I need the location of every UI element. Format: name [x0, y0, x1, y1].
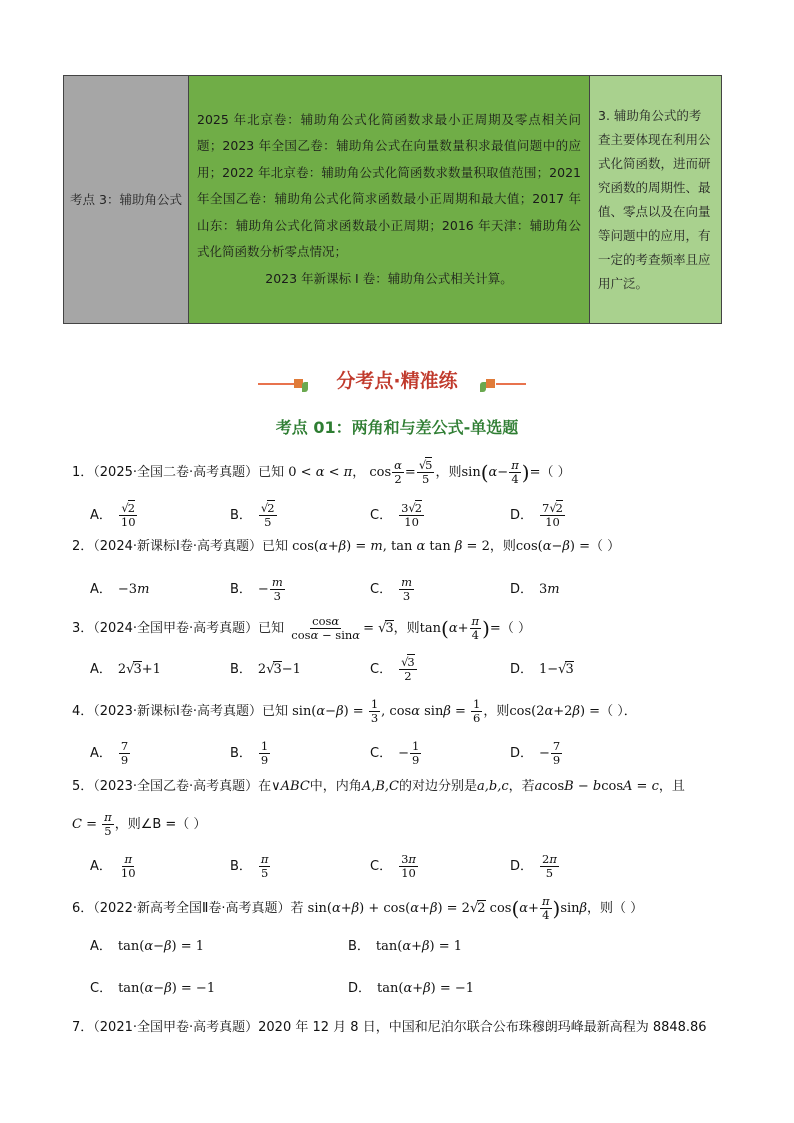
- question-7: 7．（2021·全国甲卷·高考真题）2020 年 12 月 8 日，中国和尼泊尔联合公布珠穆朗玛峰最新高程为 8848.86: [72, 1020, 707, 1035]
- option-b[interactable]: B． $\frac{1}{9}$: [230, 739, 269, 767]
- question-1-options: [90, 502, 650, 529]
- question-5-line2: C = $\frac{\pi}{5}$ ，则∠B =（ ）: [72, 810, 207, 838]
- question-6: 6．（2022·新高考全国Ⅱ卷·高考真题）若 sin(α+β) + cos(α+β) = 2√2 cos(α+ $\frac{\pi}{4}$ )sinβ，则（ ）: [72, 894, 644, 922]
- option-a[interactable]: A． $\frac{\pi}{10}$: [90, 852, 136, 880]
- question-2: 2．（2024·新课标Ⅰ卷·高考真题）已知 cos(α+β) = m, tan α tan β = 2，则cos(α−β) =（ ）: [72, 539, 621, 554]
- question-3-options: [90, 656, 650, 683]
- question-1: 1．（2025·全国二卷·高考真题）已知 0 < α < π， cos $\frac{\alpha}{2}$ = $\frac{√5}{5}$ ，则sin(α− $\frac{\pi}{4}$ )=（ ）: [72, 458, 571, 486]
- question-6-options-row1: [90, 937, 606, 957]
- option-c[interactable]: C． $\frac{m}{3}$: [370, 575, 412, 603]
- question-5-options: [90, 853, 650, 880]
- question-2-options: [90, 576, 650, 603]
- option-d[interactable]: D． $\frac{2\pi}{5}$: [510, 852, 557, 880]
- table-cell-history: [189, 76, 590, 323]
- question-4-options: [90, 740, 650, 767]
- option-c[interactable]: C． − $\frac{1}{9}$: [370, 739, 420, 767]
- option-c[interactable]: C． $\frac{√3}{2}$: [370, 655, 415, 683]
- option-d[interactable]: D． − $\frac{7}{9}$: [510, 739, 561, 767]
- option-a[interactable]: A． 2√3+1: [90, 661, 161, 677]
- question-4: 4．（2023·新课标Ⅰ卷·高考真题）已知 sin(α−β) = $\frac{1}{3}$ , cosα sinβ = $\frac{1}{6}$ ，则cos(2α+2β) =（ ）．: [72, 697, 637, 725]
- option-c[interactable]: C． $\frac{3\pi}{10}$: [370, 852, 416, 880]
- option-a[interactable]: A． $\frac{7}{9}$: [90, 739, 129, 767]
- option-c[interactable]: C． tan( α − β ) = −1: [90, 981, 216, 996]
- topic-label: 考点 3：辅助角公式: [70, 191, 182, 207]
- question-3: 3．（2024·全国甲卷·高考真题）已知 $\frac{\cos\alpha}{\cos\alpha - \sin\alpha}$ = √3，则tan(α+ $\frac{\pi}{4}$ )=（ ）: [72, 614, 531, 642]
- option-b[interactable]: B． tan( α + β ) = 1: [348, 939, 463, 954]
- option-d[interactable]: D． tan( α + β ) = −1: [348, 981, 475, 996]
- option-d[interactable]: D． $\frac{7√2}{10}$: [510, 501, 563, 529]
- analysis-text: 3. 辅助角公式的考查主要体现在利用公式化简函数，进而研究函数的周期性、最值、零点以及在向量等问题中的应用，有一定的考查频率且应用广泛。: [598, 107, 711, 291]
- exam-point-table: [63, 75, 722, 324]
- option-b[interactable]: B． − $\frac{m}{3}$: [230, 575, 283, 603]
- history-text: 2025 年北京卷：辅助角公式化简函数求最小正周期及零点相关问题；2023 年全国乙卷：辅助角公式在向量数量积求最值问题中的应用；2022 年北京卷：辅助角公式化简函数求数量积取值范围；2021 年全国乙卷：辅助角公式化简求函数最小正周期和最大值；2017 年山东：辅助角公式化简求函数最小正周期；2016 年天津：辅助角公式化简函数分析零点情况；: [197, 111, 581, 260]
- sub-title: 考点 01：两角和与差公式-单选题: [275, 418, 519, 437]
- option-b[interactable]: B． $\frac{√2}{5}$: [230, 501, 275, 529]
- table-cell-topic: [64, 76, 189, 323]
- option-a[interactable]: A． −3 m: [90, 581, 150, 597]
- question-6-options-row2: [90, 979, 606, 999]
- option-d[interactable]: D． 1−√3: [510, 661, 574, 677]
- option-b[interactable]: B． $\frac{\pi}{5}$: [230, 852, 269, 880]
- history-text-last: 2023 年新课标 Ⅰ 卷：辅助角公式相关计算。: [265, 270, 513, 286]
- option-c[interactable]: C． $\frac{3√2}{10}$: [370, 501, 423, 529]
- option-a[interactable]: A． $\frac{√2}{10}$: [90, 501, 136, 529]
- option-b[interactable]: B． 2√3−1: [230, 661, 301, 677]
- option-d[interactable]: D． 3 m: [510, 581, 560, 597]
- section-title: 分考点·精准练: [336, 370, 458, 392]
- option-a[interactable]: A． tan( α − β ) = 1: [90, 939, 205, 954]
- question-5: 5．（2023·全国乙卷·高考真题）在∨ABC中，内角A,B,C的对边分别是a,b,c，若acosB − bcosA = c，且: [72, 779, 685, 794]
- table-cell-analysis: [590, 76, 721, 323]
